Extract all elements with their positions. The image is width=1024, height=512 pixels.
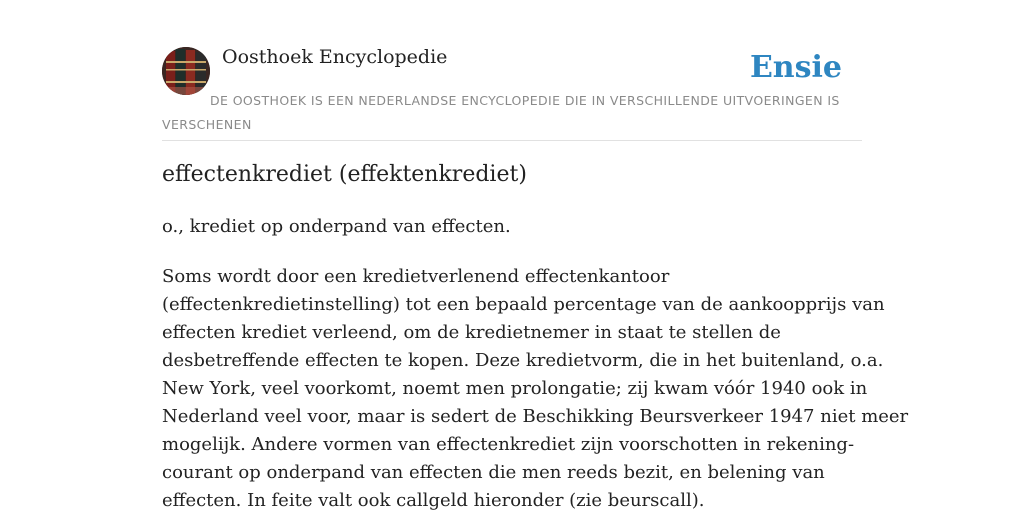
entry-definition: o., krediet op onderpand van effecten. <box>162 216 511 237</box>
book-spines-icon[interactable] <box>162 47 210 95</box>
site-subtitle: DE OOSTHOEK IS EEN NEDERLANDSE ENCYCLOPEDIE DIE IN VERSCHILLENDE UITVOERINGEN IS VERSCHENEN <box>162 93 840 132</box>
body-line: desbetreffende effecten te kopen. Deze kredietvorm, die in het buitenland, o.a. <box>162 350 884 371</box>
body-line: Nederland veel voor, maar is sedert de Beschikking Beursverkeer 1947 niet meer <box>162 406 909 427</box>
entry-title: effectenkrediet (effektenkrediet) <box>162 162 527 187</box>
entry-body <box>162 263 909 512</box>
body-line: effecten. In feite valt ook callgeld hieronder (zie beurscall). <box>162 490 705 511</box>
brand-logo[interactable]: Ensie <box>749 50 842 85</box>
site-title[interactable]: Oosthoek Encyclopedie <box>222 46 448 68</box>
body-line: (effectenkredietinstelling) tot een bepaald percentage van de aankoopprijs van <box>162 294 885 315</box>
body-line: mogelijk. Andere vormen van effectenkrediet zijn voorschotten in rekening- <box>162 434 855 455</box>
body-line: effecten krediet verleend, om de kredietnemer in staat te stellen de <box>162 322 781 343</box>
body-line: New York, veel voorkomt, noemt men prolongatie; zij kwam vóór 1940 ook in <box>162 378 868 399</box>
body-line: courant op onderpand van effecten die men reeds bezit, en belening van <box>162 462 825 483</box>
body-line: Soms wordt door een kredietverlenend effectenkantoor <box>162 266 670 287</box>
site-header <box>162 46 862 141</box>
